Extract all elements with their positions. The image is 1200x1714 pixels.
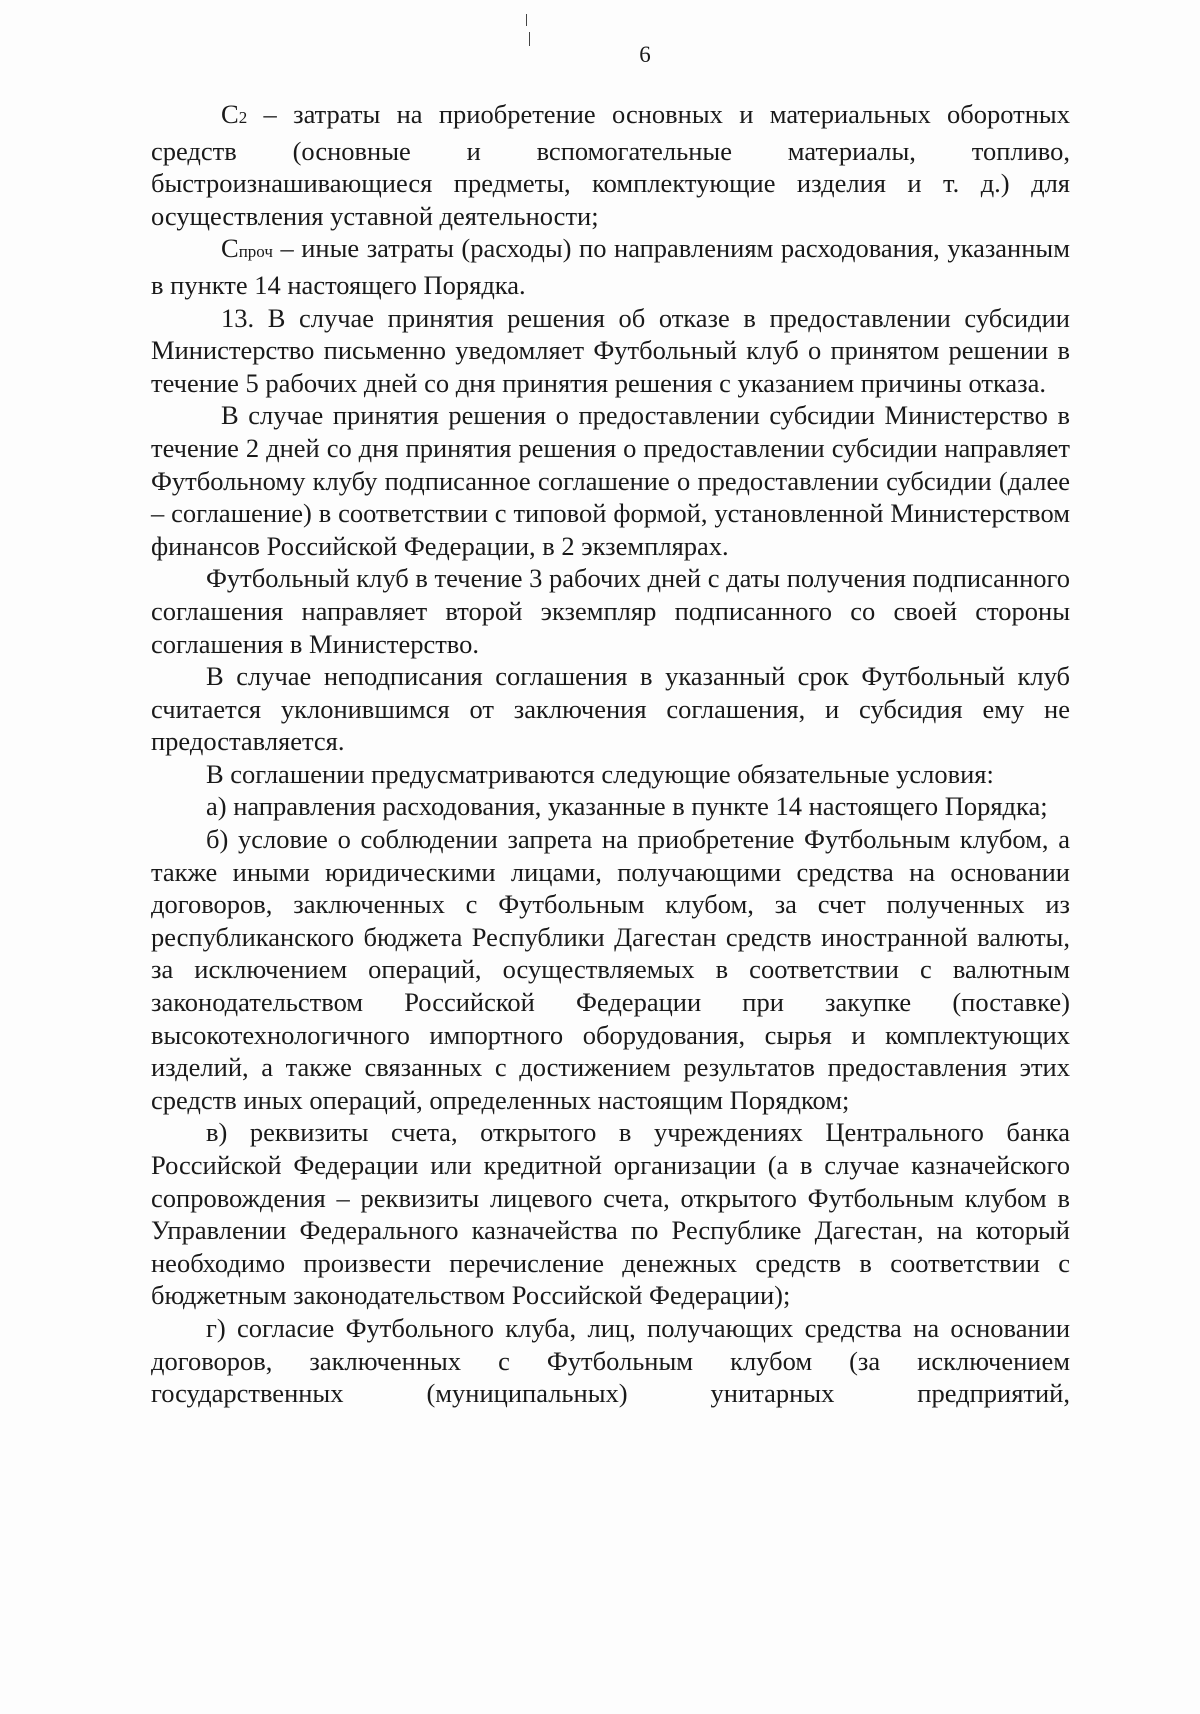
c2-subscript: 2 — [238, 108, 248, 127]
paragraph-club-return: Футбольный клуб в течение 3 рабочих дней с даты получения подписанного соглашения направляет второй экземпляр подписанного со своей стороны соглашения в Министерство. — [151, 563, 1070, 659]
cproch-definition-text: – иные затраты (расходы) по направлениям расходования, указанным в пункте 14 настоящего Порядка. — [151, 233, 1070, 300]
document-body — [151, 98, 1070, 1410]
c2-definition-text: – затраты на приобретение основных и материальных оборотных средств (основные и вспомогательные материалы, топливо, быстроизнашивающиеся предметы, комплектующие изделия и т. д.) для осуществления уставной деятельности; — [151, 99, 1070, 231]
paragraph-condition-a: а) направления расходования, указанные в пункте 14 настоящего Порядка; — [206, 791, 1048, 822]
paragraph-c2-definition — [151, 98, 1070, 232]
paragraph-condition-b: б) условие о соблюдении запрета на приобретение Футбольным клубом, а также иными юридическими лицами, получающими средства на основании договоров, заключенных с Футбольным клубом, за счет полученных из республиканского бюджета Республики Дагестан средств иностранной валюты, за исключением операций, осуществляемых в соответствии с валютным законодательством Российской Федерации при закупке (поставке) высокотехнологичного импортного оборудования, сырья и комплектующих изделий, а также связанных с достижением результатов предоставления этих средств иных операций, определенных настоящим Порядком; — [151, 824, 1070, 1115]
page-number: 6 — [639, 42, 651, 67]
scan-artifact-mark — [526, 14, 527, 26]
paragraph-conditions-intro: В соглашении предусматриваются следующие обязательные условия: — [206, 758, 994, 789]
cproch-subscript: проч — [238, 242, 273, 262]
cproch-symbol: С — [221, 233, 239, 264]
c2-symbol: С — [221, 99, 239, 129]
paragraph-grant-decision: В случае принятия решения о предоставлении субсидии Министерство в течение 2 дней со дня принятия решения о предоставлении субсидии направляет Футбольному клубу подписанное соглашение о предоставлении субсидии (далее – соглашение) в соответствии с типовой формой, установленной Министерством финансов Российской Федерации, в 2 экземплярах. — [151, 400, 1070, 561]
paragraph-unsigned: В случае неподписания соглашения в указанный срок Футбольный клуб считается уклонившимся от заключения соглашения, и субсидия ему не предоставляется. — [151, 661, 1070, 757]
paragraph-condition-v: в) реквизиты счета, открытого в учреждениях Центрального банка Российской Федерации или кредитной организации (а в случае казначейского сопровождения – реквизиты лицевого счета, открытого Футбольным клубом в Управлении Федерального казначейства по Республике Дагестан, на который необходимо произвести перечисление денежных средств в соответствии с бюджетным законодательством Российской Федерации); — [151, 1117, 1070, 1311]
paragraph-13-refusal: 13. В случае принятия решения об отказе в предоставлении субсидии Министерство письменно уведомляет Футбольный клуб о принятом решении в течение 5 рабочих дней со дня принятия решения с указанием причины отказа. — [151, 302, 1070, 398]
paragraph-cproch-definition — [151, 232, 1070, 301]
paragraph-condition-g: г) согласие Футбольного клуба, лиц, получающих средства на основании договоров, заключенных с Футбольным клубом (за исключением государственных (муниципальных) унитарных предприятий, — [151, 1312, 1070, 1409]
